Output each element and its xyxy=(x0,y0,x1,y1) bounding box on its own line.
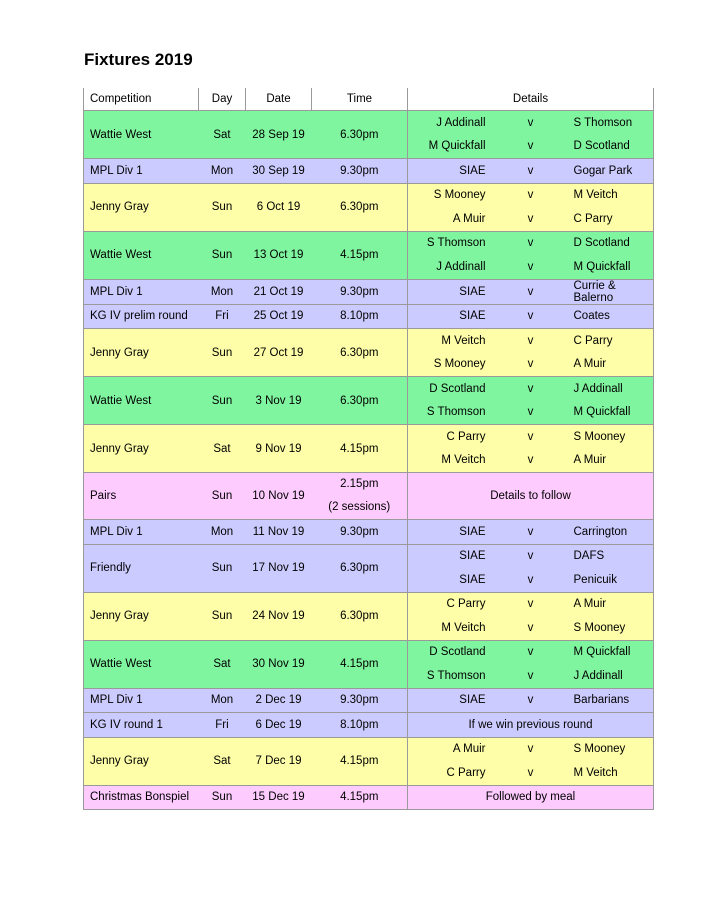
away-team: J Addinall xyxy=(572,377,654,401)
versus-label: v xyxy=(527,358,534,371)
time-cell xyxy=(312,473,408,520)
away-team: Penicuik xyxy=(572,568,654,592)
fixture-row xyxy=(84,304,654,329)
day-cell: Mon xyxy=(199,688,246,713)
date-cell: 13 Oct 19 xyxy=(246,231,312,279)
fixture-row xyxy=(84,737,654,761)
time-cell: 6.30pm xyxy=(312,329,408,377)
time-cell: 6.30pm xyxy=(312,592,408,640)
competition-cell: Jenny Gray xyxy=(84,329,199,377)
day-cell: Sat xyxy=(199,111,246,159)
header-details: Details xyxy=(408,88,654,111)
competition-cell: Jenny Gray xyxy=(84,425,199,473)
day-cell: Sun xyxy=(199,473,246,520)
day-cell: Sun xyxy=(199,377,246,425)
versus-label: v xyxy=(527,669,534,682)
fixture-row xyxy=(84,785,654,810)
versus-label: v xyxy=(490,688,572,713)
date-cell: 6 Dec 19 xyxy=(246,713,312,738)
time-cell: 4.15pm xyxy=(312,231,408,279)
time-cell: 9.30pm xyxy=(312,520,408,545)
home-team: SIAE xyxy=(408,568,490,592)
versus-label: v xyxy=(527,766,534,779)
versus-label: v xyxy=(527,260,534,273)
home-team: S Thomson xyxy=(408,401,490,425)
time-cell: 9.30pm xyxy=(312,159,408,184)
home-team: M Veitch xyxy=(408,616,490,640)
versus-label: v xyxy=(490,183,572,207)
home-team: SIAE xyxy=(408,544,490,568)
home-team: S Mooney xyxy=(408,183,490,207)
fixture-row xyxy=(84,425,654,449)
home-team: A Muir xyxy=(408,737,490,761)
date-cell: 6 Oct 19 xyxy=(246,183,312,231)
home-team: M Quickfall xyxy=(408,135,490,159)
home-team: C Parry xyxy=(408,425,490,449)
home-team: D Scotland xyxy=(408,377,490,401)
date-cell: 27 Oct 19 xyxy=(246,329,312,377)
time-cell: 6.30pm xyxy=(312,183,408,231)
away-team: M Quickfall xyxy=(572,640,654,664)
fixture-row xyxy=(84,329,654,353)
away-team: M Veitch xyxy=(572,761,654,785)
versus-label: v xyxy=(527,140,534,153)
home-team: C Parry xyxy=(408,592,490,616)
versus-label: v xyxy=(490,329,572,353)
fixture-row xyxy=(84,377,654,401)
versus-label: v xyxy=(490,640,572,664)
fixture-row xyxy=(84,640,654,664)
home-team: D Scotland xyxy=(408,640,490,664)
header-competition: Competition xyxy=(84,88,199,111)
away-team: M Quickfall xyxy=(572,255,654,279)
away-team: S Mooney xyxy=(572,737,654,761)
competition-cell: Wattie West xyxy=(84,231,199,279)
home-team: SIAE xyxy=(408,159,490,184)
details-note: Details to follow xyxy=(408,473,654,520)
competition-cell: MPL Div 1 xyxy=(84,159,199,184)
day-cell: Mon xyxy=(199,279,246,304)
away-team: Currie & Balerno xyxy=(572,279,654,304)
date-cell: 10 Nov 19 xyxy=(246,473,312,520)
fixture-row xyxy=(84,688,654,713)
time-cell: 4.15pm xyxy=(312,640,408,688)
versus-label: v xyxy=(490,304,572,329)
versus-label: v xyxy=(527,573,534,586)
versus-label: v xyxy=(490,425,572,449)
home-team: J Addinall xyxy=(408,255,490,279)
fixture-row xyxy=(84,279,654,304)
home-team: S Thomson xyxy=(408,231,490,255)
page-title: Fixtures 2019 xyxy=(84,50,193,69)
day-cell: Sun xyxy=(199,592,246,640)
header-time: Time xyxy=(312,88,408,111)
day-cell: Mon xyxy=(199,159,246,184)
date-cell: 7 Dec 19 xyxy=(246,737,312,785)
away-team: A Muir xyxy=(572,353,654,377)
competition-cell: Wattie West xyxy=(84,111,199,159)
away-team: S Mooney xyxy=(572,616,654,640)
fixture-row xyxy=(84,231,654,255)
competition-cell: Wattie West xyxy=(84,377,199,425)
time-cell: 9.30pm xyxy=(312,279,408,304)
day-cell: Sun xyxy=(199,329,246,377)
time-cell: 4.15pm xyxy=(312,425,408,473)
away-team: Coates xyxy=(572,304,654,329)
home-team: SIAE xyxy=(408,304,490,329)
competition-cell: Jenny Gray xyxy=(84,592,199,640)
date-cell: 17 Nov 19 xyxy=(246,544,312,592)
away-team: Carrington xyxy=(572,520,654,545)
versus-label: v xyxy=(490,111,572,135)
time-cell: 4.15pm xyxy=(312,737,408,785)
home-team: SIAE xyxy=(408,520,490,545)
fixtures-table xyxy=(83,88,654,810)
date-cell: 24 Nov 19 xyxy=(246,592,312,640)
away-team: A Muir xyxy=(572,449,654,473)
versus-label: v xyxy=(527,406,534,419)
date-cell: 25 Oct 19 xyxy=(246,304,312,329)
date-cell: 21 Oct 19 xyxy=(246,279,312,304)
home-team: S Thomson xyxy=(408,664,490,688)
versus-label: v xyxy=(490,737,572,761)
home-team: A Muir xyxy=(408,207,490,231)
time-cell: 4.15pm xyxy=(312,785,408,810)
fixture-row xyxy=(84,473,654,520)
home-team: S Mooney xyxy=(408,353,490,377)
versus-label: v xyxy=(490,159,572,184)
versus-label: v xyxy=(527,621,534,634)
day-cell: Sun xyxy=(199,785,246,810)
competition-cell: Christmas Bonspiel xyxy=(84,785,199,810)
fixtures-body xyxy=(84,111,654,810)
competition-cell: MPL Div 1 xyxy=(84,520,199,545)
competition-cell: KG IV prelim round xyxy=(84,304,199,329)
fixture-row xyxy=(84,159,654,184)
versus-label: v xyxy=(490,544,572,568)
time-cell: 8.10pm xyxy=(312,304,408,329)
day-cell: Mon xyxy=(199,520,246,545)
home-team: SIAE xyxy=(408,279,490,304)
time-note: (2 sessions) xyxy=(328,501,391,513)
date-cell: 15 Dec 19 xyxy=(246,785,312,810)
competition-cell: MPL Div 1 xyxy=(84,688,199,713)
competition-cell: Wattie West xyxy=(84,640,199,688)
date-cell: 9 Nov 19 xyxy=(246,425,312,473)
day-cell: Sun xyxy=(199,231,246,279)
header-date: Date xyxy=(246,88,312,111)
time-cell: 8.10pm xyxy=(312,713,408,738)
day-cell: Fri xyxy=(199,713,246,738)
competition-cell: Friendly xyxy=(84,544,199,592)
competition-cell: Jenny Gray xyxy=(84,183,199,231)
away-team: A Muir xyxy=(572,592,654,616)
versus-label: v xyxy=(490,592,572,616)
fixture-row xyxy=(84,111,654,135)
away-team: Barbarians xyxy=(572,688,654,713)
day-cell: Fri xyxy=(199,304,246,329)
versus-label: v xyxy=(490,377,572,401)
day-cell: Sat xyxy=(199,737,246,785)
date-cell: 30 Sep 19 xyxy=(246,159,312,184)
away-team: M Veitch xyxy=(572,183,654,207)
date-cell: 3 Nov 19 xyxy=(246,377,312,425)
competition-cell: KG IV round 1 xyxy=(84,713,199,738)
fixture-row xyxy=(84,520,654,545)
day-cell: Sat xyxy=(199,640,246,688)
home-team: J Addinall xyxy=(408,111,490,135)
time-cell: 9.30pm xyxy=(312,688,408,713)
date-cell: 11 Nov 19 xyxy=(246,520,312,545)
fixture-row xyxy=(84,592,654,616)
home-team: C Parry xyxy=(408,761,490,785)
day-cell: Sun xyxy=(199,183,246,231)
competition-cell: MPL Div 1 xyxy=(84,279,199,304)
time-cell: 6.30pm xyxy=(312,544,408,592)
versus-label: v xyxy=(527,454,534,467)
away-team: Gogar Park xyxy=(572,159,654,184)
versus-label: v xyxy=(490,279,572,304)
date-cell: 30 Nov 19 xyxy=(246,640,312,688)
home-team: M Veitch xyxy=(408,449,490,473)
versus-label: v xyxy=(527,212,534,225)
fixture-row xyxy=(84,544,654,568)
details-note: Followed by meal xyxy=(408,785,654,810)
away-team: DAFS xyxy=(572,544,654,568)
fixture-row xyxy=(84,713,654,738)
away-team: C Parry xyxy=(572,207,654,231)
away-team: J Addinall xyxy=(572,664,654,688)
time-cell: 6.30pm xyxy=(312,377,408,425)
away-team: D Scotland xyxy=(572,231,654,255)
time-value: 2.15pm xyxy=(340,478,379,490)
day-cell: Sun xyxy=(199,544,246,592)
versus-label: v xyxy=(490,520,572,545)
date-cell: 28 Sep 19 xyxy=(246,111,312,159)
header-day: Day xyxy=(199,88,246,111)
competition-cell: Pairs xyxy=(84,473,199,520)
versus-label: v xyxy=(490,231,572,255)
day-cell: Sat xyxy=(199,425,246,473)
home-team: M Veitch xyxy=(408,329,490,353)
away-team: M Quickfall xyxy=(572,401,654,425)
details-note: If we win previous round xyxy=(408,713,654,738)
competition-cell: Jenny Gray xyxy=(84,737,199,785)
away-team: D Scotland xyxy=(572,135,654,159)
away-team: S Thomson xyxy=(572,111,654,135)
header-row xyxy=(84,88,654,111)
away-team: C Parry xyxy=(572,329,654,353)
time-cell: 6.30pm xyxy=(312,111,408,159)
fixture-row xyxy=(84,183,654,207)
date-cell: 2 Dec 19 xyxy=(246,688,312,713)
home-team: SIAE xyxy=(408,688,490,713)
away-team: S Mooney xyxy=(572,425,654,449)
